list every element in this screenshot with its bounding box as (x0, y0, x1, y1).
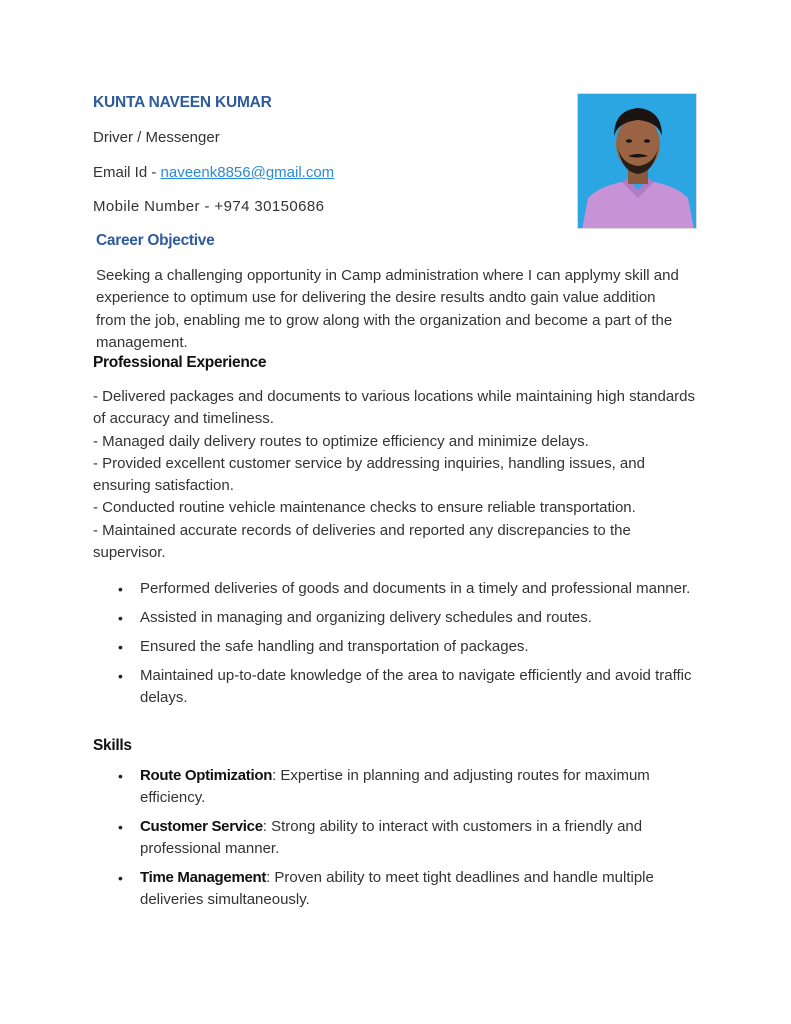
candidate-name: KUNTA NAVEEN KUMAR (93, 94, 272, 111)
bullet-icon: • (118, 870, 123, 886)
bullet-icon: • (118, 581, 123, 597)
bullet-text: Maintained up-to-date knowledge of the area to navigate efficiently and avoid traffic delays. (140, 667, 692, 706)
skill-title: Customer Service (140, 818, 263, 835)
bullet-text: Assisted in managing and organizing delivery schedules and routes. (140, 609, 592, 626)
career-objective-heading: Career Objective (96, 232, 215, 249)
professional-experience-heading: Professional Experience (93, 354, 267, 371)
experience-line: - Delivered packages and documents to various locations while maintaining high standards of accuracy and timeliness. (93, 388, 696, 428)
bullet-icon: • (118, 768, 123, 784)
bullet-icon: • (118, 819, 123, 835)
skill-title: Route Optimization (140, 767, 273, 784)
career-objective-text: Seeking a challenging opportunity in Camp administration where I can applymy skill and experience to optimum use for delivering the desire results andto gain value addition from the job, enabling me to grow along with the organization and become a part of the management. (96, 267, 679, 351)
experience-lines (93, 386, 698, 564)
list-item (93, 607, 698, 629)
experience-line: - Managed daily delivery routes to optimize efficiency and minimize delays. (93, 432, 589, 450)
skill-item (93, 765, 698, 809)
profile-photo (577, 93, 697, 229)
bullet-text: Performed deliveries of goods and documents in a timely and professional manner. (140, 580, 691, 597)
bullet-icon: • (118, 610, 123, 626)
skill-description: : Proven ability to meet tight deadlines and handle multiple deliveries simultaneously. (140, 869, 654, 908)
bullet-text: Ensured the safe handling and transportation of packages. (140, 638, 529, 655)
skill-description: : Strong ability to interact with customers in a friendly and professional manner. (140, 818, 643, 857)
skill-description: : Expertise in planning and adjusting routes for maximum efficiency. (140, 767, 650, 806)
email-line (93, 164, 334, 181)
skills-list (93, 765, 698, 918)
list-item (93, 578, 698, 600)
mobile-number: Mobile Number - +974 30150686 (93, 198, 325, 215)
list-item (93, 636, 698, 658)
email-label: Email Id - (93, 164, 161, 181)
bullet-icon: • (118, 639, 123, 655)
list-item (93, 665, 698, 709)
skills-heading: Skills (93, 737, 132, 754)
experience-line: - Conducted routine vehicle maintenance checks to ensure reliable transportation. (93, 499, 636, 517)
experience-bullet-list (93, 578, 698, 716)
experience-line: - Maintained accurate records of deliveries and reported any discrepancies to the supervisor. (93, 521, 631, 562)
skill-item (93, 867, 698, 911)
email-link[interactable]: naveenk8856@gmail.com (160, 164, 335, 181)
skill-item (93, 816, 698, 860)
person-portrait-icon (578, 94, 697, 229)
skill-title: Time Management (140, 869, 267, 886)
experience-line: - Provided excellent customer service by addressing inquiries, handling issues, and ensuring satisfaction. (93, 454, 645, 495)
bullet-icon: • (118, 668, 123, 684)
job-title: Driver / Messenger (93, 129, 220, 146)
